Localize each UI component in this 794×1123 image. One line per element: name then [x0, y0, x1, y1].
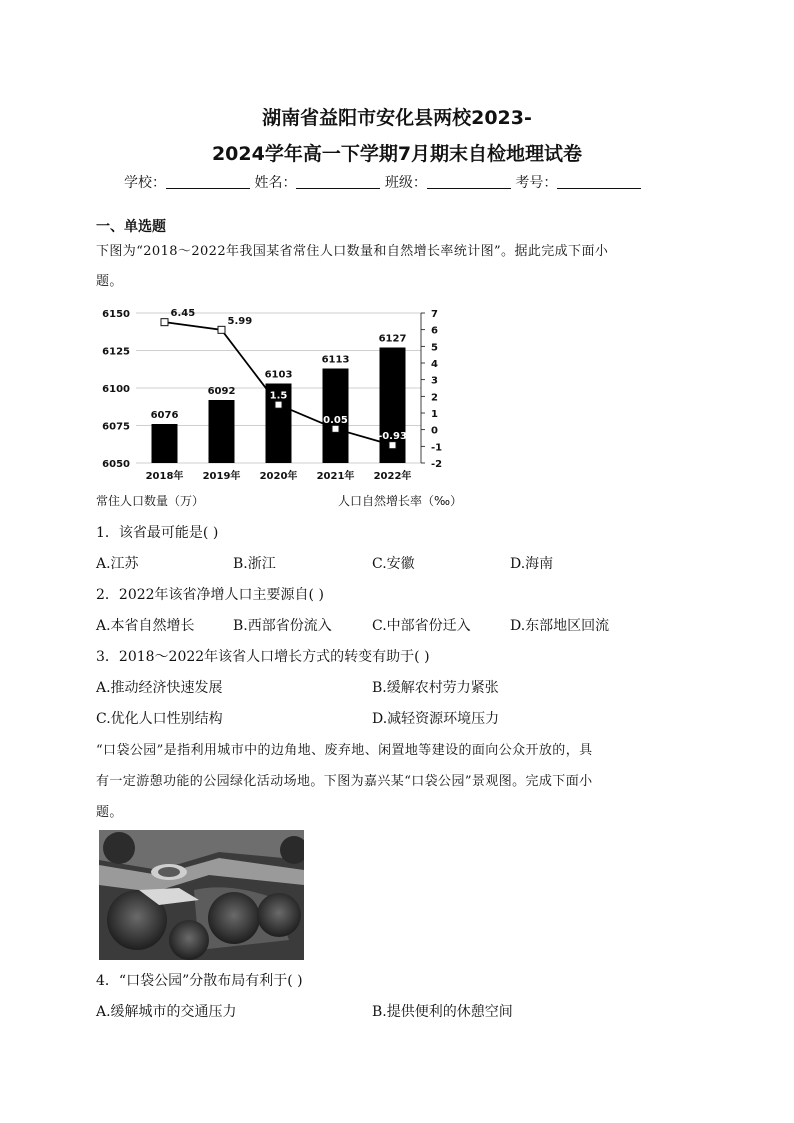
name-blank[interactable] [296, 174, 380, 189]
q1-option-b[interactable]: B.浙江 [233, 556, 276, 572]
question-3-stem: 3．2018～2022年该省人口增长方式的转变有助于( ) [96, 649, 430, 665]
class-label: 班级： [384, 175, 427, 191]
category-label: 2022年 [373, 471, 412, 482]
q1-option-c[interactable]: C.安徽 [372, 556, 415, 572]
left-tick-label: 6125 [102, 346, 130, 358]
bar-value-label: 6103 [264, 369, 293, 381]
growth-rate-point [389, 442, 396, 449]
right-tick-label: 4 [431, 359, 438, 370]
park-photo [99, 830, 304, 960]
right-tick-label: 5 [431, 342, 438, 354]
right-tick-label: 6 [431, 325, 438, 337]
growth-rate-label: 0.05 [323, 414, 348, 426]
q2-option-b[interactable]: B.西部省份流入 [233, 618, 332, 634]
right-tick-label: 7 [431, 309, 438, 320]
school-label: 学校： [124, 175, 166, 191]
name-label: 姓名： [254, 175, 297, 191]
growth-rate-point [218, 326, 225, 333]
population-chart [96, 300, 456, 490]
q3-option-c[interactable]: C.优化人口性别结构 [96, 711, 223, 727]
right-tick-label: -1 [431, 442, 443, 454]
class-blank[interactable] [427, 174, 511, 189]
category-label: 2019年 [202, 471, 241, 482]
question-1-stem: 1．该省最可能是( ) [96, 525, 219, 541]
q3-option-a[interactable]: A.推动经济快速发展 [96, 680, 223, 696]
passage2-line2: 有一定游憩功能的公园绿化活动场地。下图为嘉兴某“口袋公园”景观图。完成下面小 [96, 774, 593, 789]
school-blank[interactable] [166, 174, 250, 189]
right-tick-label: 2 [431, 392, 438, 404]
right-tick-label: 3 [431, 375, 438, 387]
left-tick-label: 6075 [102, 421, 130, 433]
right-axis-caption: 人口自然增长率（‰） [338, 494, 463, 508]
q1-option-d[interactable]: D.海南 [510, 556, 554, 572]
bar-2019年 [209, 400, 235, 463]
category-label: 2020年 [259, 471, 298, 482]
growth-rate-point [161, 319, 168, 326]
question-2-stem: 2．2022年该省净增人口主要源自( ) [96, 587, 324, 603]
page-title-line1: 湖南省益阳市安化县两校2023- [262, 107, 532, 129]
student-info-row [124, 172, 641, 192]
growth-rate-label: 6.45 [170, 308, 196, 320]
passage1-line2: 题。 [96, 274, 123, 289]
passage2-line1: “口袋公园”是指利用城市中的边角地、废弃地、闲置地等建设的面向公众开放的，具 [96, 743, 593, 758]
bar-2018年 [152, 424, 178, 463]
exam-number-blank[interactable] [557, 174, 641, 189]
category-label: 2018年 [145, 471, 184, 482]
bar-value-label: 6127 [378, 333, 407, 345]
right-tick-label: 1 [431, 409, 438, 420]
q4-option-a[interactable]: A.缓解城市的交通压力 [96, 1004, 237, 1020]
left-tick-label: 6050 [102, 459, 130, 470]
growth-rate-label: 5.99 [227, 315, 253, 327]
passage2-line3: 题。 [96, 805, 123, 820]
growth-rate-label: -0.93 [378, 431, 407, 443]
bar-value-label: 6092 [207, 386, 236, 397]
q3-option-d[interactable]: D.减轻资源环境压力 [372, 711, 500, 727]
category-label: 2021年 [316, 471, 355, 482]
question-4-stem: 4．“口袋公园”分散布局有利于( ) [96, 973, 303, 989]
q2-option-c[interactable]: C.中部省份迁入 [372, 618, 471, 634]
right-tick-label: 0 [431, 425, 438, 437]
q1-option-a[interactable]: A.江苏 [96, 556, 139, 572]
left-axis-caption: 常住人口数量（万） [96, 494, 205, 508]
left-tick-label: 6100 [102, 384, 130, 395]
right-tick-label: -2 [431, 459, 443, 470]
page-title-line2: 2024学年高一下学期7月期末自检地理试卷 [211, 143, 583, 165]
q2-option-d[interactable]: D.东部地区回流 [510, 618, 610, 634]
bar-value-label: 6076 [150, 410, 179, 421]
growth-rate-label: 1.5 [269, 390, 288, 402]
passage1-line1: 下图为“2018～2022年我国某省常住人口数量和自然增长率统计图”。据此完成下面小 [96, 244, 609, 259]
left-tick-label: 6150 [102, 309, 130, 320]
q4-option-b[interactable]: B.提供便利的休憩空间 [372, 1004, 513, 1020]
q3-option-b[interactable]: B.缓解农村劳力紧张 [372, 680, 499, 696]
exam-number-label: 考号： [515, 175, 558, 191]
q2-option-a[interactable]: A.本省自然增长 [96, 618, 195, 634]
growth-rate-point [275, 401, 282, 408]
bar-value-label: 6113 [321, 354, 350, 366]
growth-rate-point [332, 425, 339, 432]
section-heading: 一、单选题 [96, 219, 166, 235]
